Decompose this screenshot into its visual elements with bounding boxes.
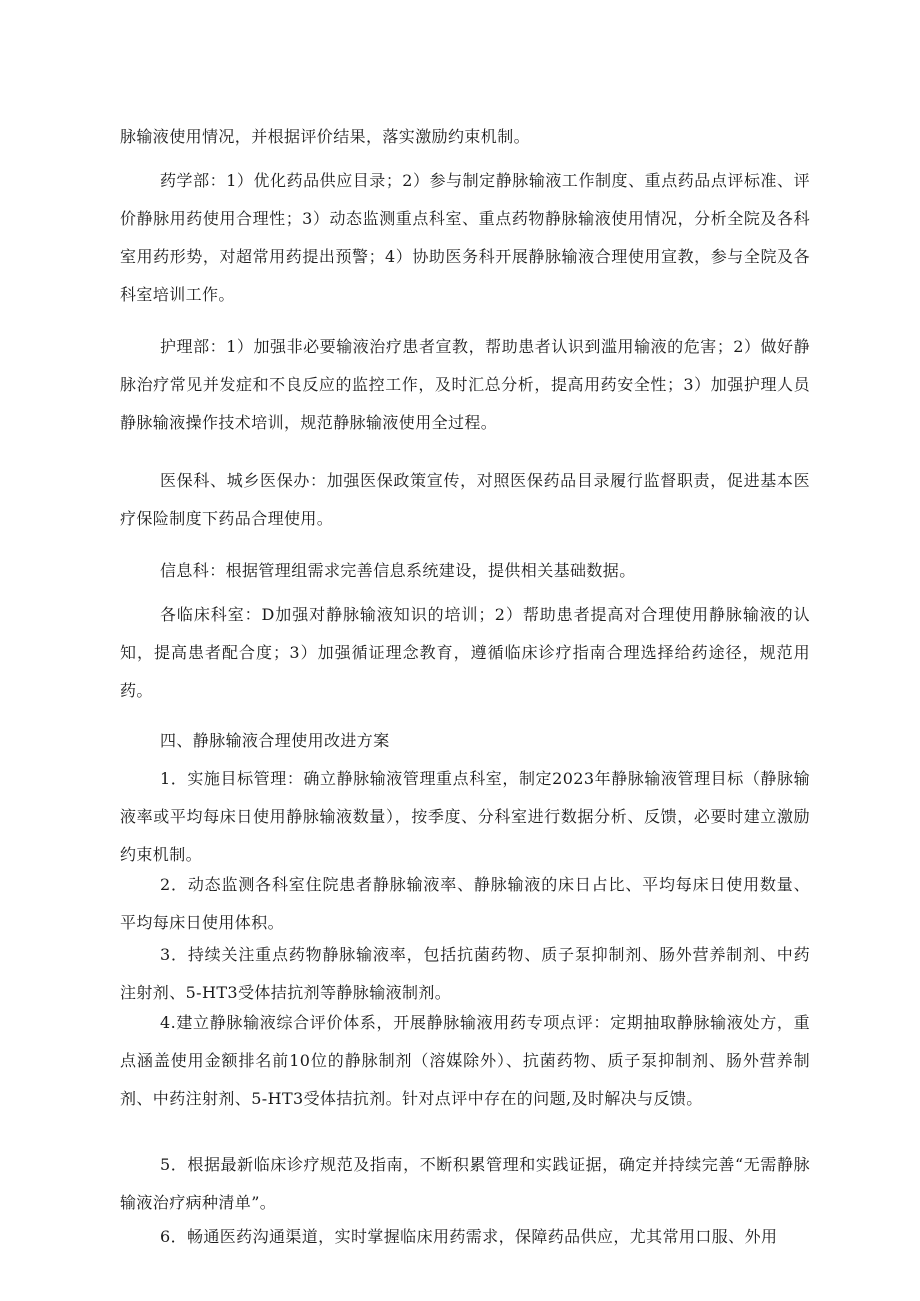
- paragraph-clinical-depts: 各临床科室：D加强对静脉输液知识的培训；2）帮助患者提高对合理使用静脉输液的认知，提高患者配合度；3）加强循证理念教育，遵循临床诊疗指南合理选择给药途径，规范用药。: [120, 605, 810, 700]
- paragraph-information-dept: 信息科：根据管理组需求完善信息系统建设，提供相关基础数据。: [160, 561, 636, 580]
- list-item-5: 5．根据最新临床诊疗规范及指南，不断积累管理和实践证据，确定并持续完善“无需静脉输液治疗病种清单”。: [120, 1155, 810, 1212]
- paragraph-medical-insurance: 医保科、城乡医保办：加强医保政策宣传，对照医保药品目录履行监督职责，促进基本医疗保险制度下药品合理使用。: [120, 471, 810, 528]
- paragraph-pharmacy-dept: 药学部：1）优化药品供应目录；2）参与制定静脉输液工作制度、重点药品点评标准、评价静脉用药使用合理性；3）动态监测重点科室、重点药物静脉输液使用情况，分析全院及各科室用药形势，对超常用药提出预警；4）协助医务科开展静脉输液合理使用宣教，参与全院及各科室培训工作。: [120, 171, 810, 304]
- paragraph-continuation: 脉输液使用情况，并根据评价结果，落实激励约束机制。: [120, 127, 531, 146]
- list-item-3: 3．持续关注重点药物静脉输液率，包括抗菌药物、质子泵抑制剂、肠外营养制剂、中药注射剂、5-HT3受体拮抗剂等静脉输液制剂。: [120, 945, 810, 1002]
- list-item-1: 1．实施目标管理：确立静脉输液管理重点科室，制定2023年静脉输液管理目标（静脉输液率或平均每床日使用静脉输液数量），按季度、分科室进行数据分析、反馈，必要时建立激励约束机制。: [120, 769, 810, 864]
- section-heading: 四、静脉输液合理使用改进方案: [160, 731, 390, 750]
- paragraph-nursing-dept: 护理部：1）加强非必要输液治疗患者宣教，帮助患者认识到滥用输液的危害；2）做好静脉治疗常见并发症和不良反应的监控工作，及时汇总分析，提高用药安全性；3）加强护理人员静脉输液操作技术培训，规范静脉输液使用全过程。: [120, 337, 810, 432]
- list-item-2: 2．动态监测各科室住院患者静脉输液率、静脉输液的床日占比、平均每床日使用数量、平均每床日使用体积。: [120, 875, 810, 932]
- list-item-4: 4.建立静脉输液综合评价体系，开展静脉输液用药专项点评：定期抽取静脉输液处方，重点涵盖使用金额排名前10位的静脉制剂（溶媒除外）、抗菌药物、质子泵抑制剂、肠外营养制剂、中药注射剂、5-HT3受体拮抗剂。针对点评中存在的问题,及时解决与反馈。: [120, 1013, 810, 1108]
- list-item-6: 6．畅通医药沟通渠道，实时掌握临床用药需求，保障药品供应，尤其常用口服、外用: [160, 1227, 778, 1246]
